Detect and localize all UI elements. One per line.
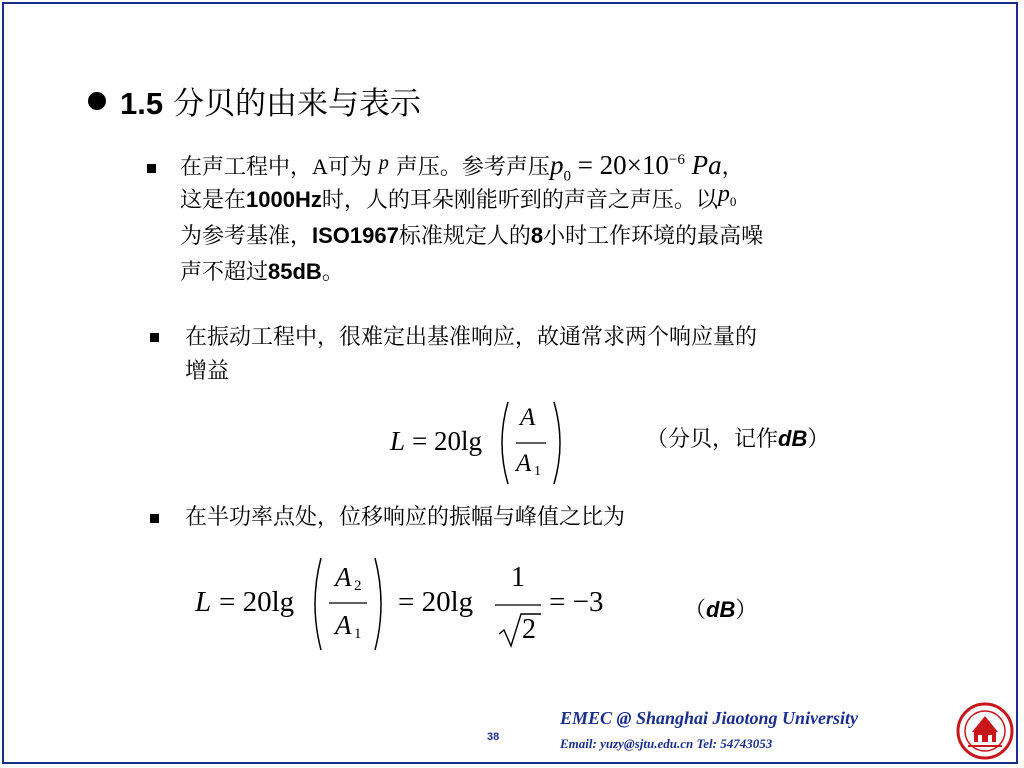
symbol-p: p xyxy=(378,152,389,174)
unit-dB: dB xyxy=(706,597,736,622)
text: ） xyxy=(807,427,830,452)
text: （ xyxy=(684,598,707,623)
page-number: 38 xyxy=(487,731,500,743)
ref-pressure-formula xyxy=(549,150,722,185)
eq-20lg-2: = 20lg xyxy=(398,586,474,618)
eq-L: L xyxy=(195,586,212,618)
bullet-2-line-2: 增益 xyxy=(185,359,230,384)
eq-numerator: A xyxy=(335,562,352,592)
symbol-A: A xyxy=(312,154,328,179)
text: 声压。参考声压 xyxy=(395,155,550,180)
eq-frac-denominator: 2 xyxy=(522,614,536,645)
eq-sub: 0 xyxy=(563,168,571,185)
text: ， xyxy=(721,155,744,180)
bullet-3-note xyxy=(684,593,757,627)
text: 时，人的耳朵刚能听到的声音之声压。以 xyxy=(321,188,718,213)
eq-20lg: = 20lg xyxy=(219,586,295,618)
slide-title xyxy=(88,78,421,123)
eq-20lg: = 20lg xyxy=(412,426,482,456)
university-logo-icon xyxy=(956,702,1014,760)
symbol-p0-sub: 0 xyxy=(729,194,737,210)
text-bold: 8 xyxy=(530,223,544,248)
half-power-equation xyxy=(195,554,635,654)
title-bullet-icon xyxy=(88,92,106,110)
title-number: 1.5 xyxy=(120,86,164,121)
text: 在声工程中， xyxy=(180,155,313,180)
text: 标准规定人的 xyxy=(398,224,531,249)
bullet-1-line-3 xyxy=(180,219,763,253)
bullet-2-note xyxy=(646,422,829,456)
text-bold: 1000Hz xyxy=(246,187,322,212)
eq-numerator-sub: 2 xyxy=(354,578,362,594)
bullet-2-icon xyxy=(150,333,159,342)
text: 声不超过 xyxy=(180,260,269,285)
eq-numerator: A xyxy=(520,404,536,431)
eq-denominator-sub: 1 xyxy=(534,464,541,479)
text: ） xyxy=(735,598,758,623)
eq-L: L xyxy=(390,426,406,456)
bullet-3-text: 在半功率点处，位移响应的振幅与峰值之比为 xyxy=(185,505,626,530)
footer-contact: Email: yuzy@sjtu.edu.cn Tel: 54743053 xyxy=(560,736,773,751)
eq-denominator-sub: 1 xyxy=(354,626,362,642)
text-bold: ISO1967 xyxy=(312,223,399,248)
footer-organization: EMEC @ Shanghai Jiaotong University xyxy=(560,708,859,728)
bullet-1-icon xyxy=(147,164,156,173)
bullet-3-icon xyxy=(150,514,159,523)
eq-result: = −3 xyxy=(549,586,604,618)
bullet-2-line-1: 在振动工程中，很难定出基准响应，故通常求两个响应量的 xyxy=(185,325,758,350)
unit-dB: dB xyxy=(778,426,808,451)
text: 。 xyxy=(321,260,344,285)
text: 为参考基准， xyxy=(180,224,313,249)
eq-frac-numerator: 1 xyxy=(511,562,525,593)
text: 这是在 xyxy=(180,188,247,213)
eq-p: p xyxy=(549,150,564,180)
eq-denominator: A xyxy=(335,610,352,640)
eq-rhs: = 20×10 xyxy=(577,150,669,180)
eq-exp: −6 xyxy=(668,152,685,168)
eq-unit: Pa xyxy=(691,150,722,180)
text: 小时工作环境的最高噪 xyxy=(543,224,764,249)
gain-equation xyxy=(390,398,570,488)
text: （分贝，记作 xyxy=(646,427,779,452)
symbol-p0: p xyxy=(717,181,730,207)
bullet-1-line-4 xyxy=(180,255,344,289)
eq-denominator: A xyxy=(516,450,532,477)
text: 可为 xyxy=(327,155,372,180)
title-text: 分贝的由来与表示 xyxy=(172,86,421,122)
text-bold: 85dB xyxy=(268,259,322,284)
